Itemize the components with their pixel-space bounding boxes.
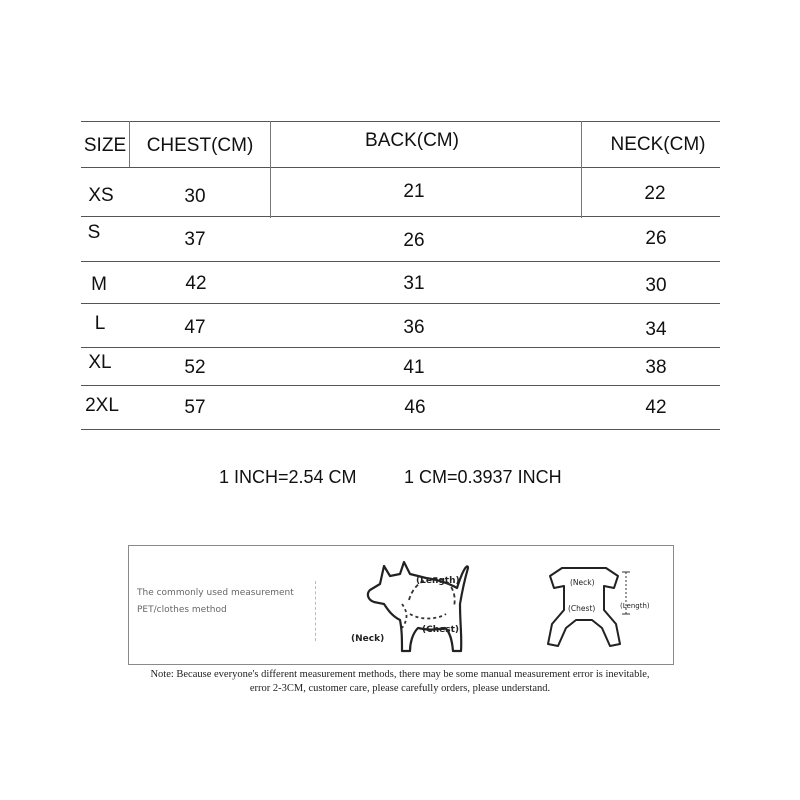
dog-chest-label: (Chest) [422,625,460,635]
neck-cell: 38 [645,357,667,378]
neck-cell: 42 [645,397,667,418]
dog-measurement-diagram [344,554,474,660]
table-col-rule [129,121,130,167]
size-cell: 2XL [85,395,119,416]
neck-guide [402,604,407,628]
measurement-caption: The commonly used measurement [137,588,294,598]
back-cell: 31 [403,273,425,294]
back-cell: 46 [404,397,426,418]
inch-to-cm-text: 1 INCH=2.54 CM [219,467,357,487]
neck-cell: 26 [645,228,667,249]
chest-cell: 47 [184,317,206,338]
dog-neck-label: (Neck) [351,634,385,644]
neck-cell: 22 [644,183,666,204]
divider [315,581,317,641]
header-size: SIZE [83,135,127,156]
measurement-note: Note: Because everyone's different measurement methods, there may be some manual measurement error is inevitable, [150,669,650,680]
chest-cell: 42 [185,273,207,294]
table-rule [81,261,720,262]
table-rule [81,429,720,430]
clothes-measurement-diagram [524,558,654,658]
header-back: BACK(CM) [365,130,459,151]
size-cell: M [91,274,107,295]
cm-to-inch-text: 1 CM=0.3937 INCH [404,467,562,487]
clothes-chest-label: (Chest) [568,604,596,613]
table-rule [81,303,720,304]
back-cell: 41 [403,357,425,378]
chest-cell: 37 [184,229,206,250]
measurement-guide-panel [128,545,674,665]
neck-cell: 34 [645,319,667,340]
header-chest: CHEST(CM) [146,135,254,156]
table-rule [81,121,720,122]
table-rule [81,167,720,168]
neck-cell: 30 [645,275,667,296]
chest-cell: 30 [184,186,206,207]
back-cell: 26 [403,230,425,251]
clothes-length-label: (Length) [620,602,650,610]
measurement-caption-sub: PET/clothes method [137,605,227,615]
table-col-rule [581,121,582,218]
size-chart-table [81,121,720,430]
size-cell: S [87,222,101,243]
table-rule [81,216,720,217]
size-cell: L [94,313,106,334]
measurement-note-cont: error 2-3CM, customer care, please carefully orders, please understand. [249,683,551,694]
table-rule [81,385,720,386]
chest-cell: 52 [184,357,206,378]
header-neck: NECK(CM) [610,134,706,155]
chest-guide [410,614,446,619]
clothes-neck-label: (Neck) [570,578,595,587]
back-cell: 21 [403,181,425,202]
size-cell: XL [88,352,112,373]
back-cell: 36 [403,317,425,338]
size-cell: XS [88,185,114,206]
dog-length-label: (Length) [416,576,460,586]
table-col-rule [270,121,271,218]
chest-cell: 57 [184,397,206,418]
table-rule [81,347,720,348]
